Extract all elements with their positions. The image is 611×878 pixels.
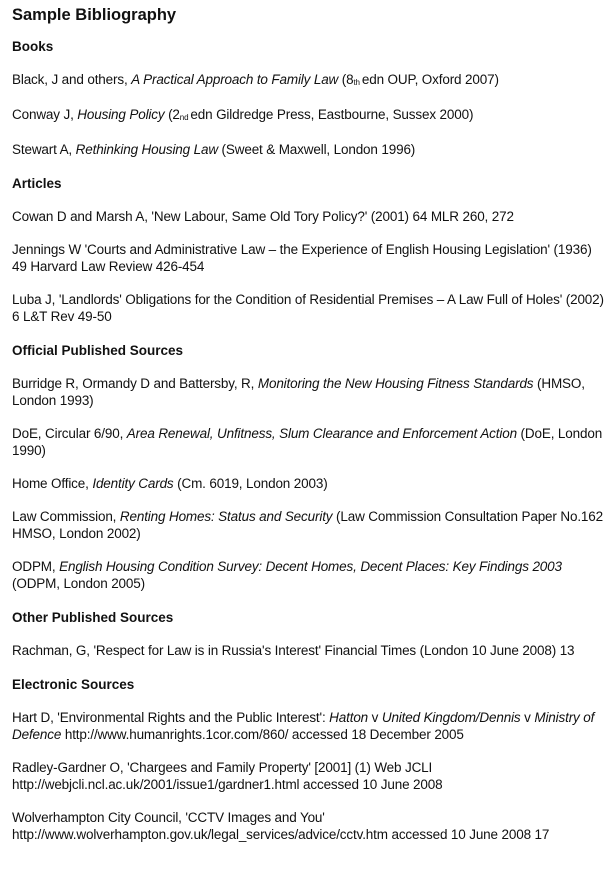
- entry-title-italic: Area Renewal, Unfitness, Slum Clearance and Enforcement Action: [126, 426, 517, 441]
- entry-text: (HMSO, London 1993): [12, 376, 585, 408]
- bibliography-entry: [12, 801, 607, 851]
- entry-text: (2: [164, 107, 180, 122]
- bibliography-entry: [12, 133, 607, 166]
- bibliography-entry: [12, 500, 607, 550]
- bibliography-entry: [12, 701, 607, 751]
- bibliography-entry: [12, 233, 607, 283]
- entry-text: (Cm. 6019, London 2003): [173, 476, 328, 491]
- bibliography-entry: [12, 63, 607, 98]
- entry-text: edn OUP, Oxford 2007): [361, 72, 499, 87]
- ordinal-suffix: th: [353, 78, 360, 87]
- entry-title-italic: Housing Policy: [77, 107, 165, 122]
- bibliography-entry: [12, 550, 607, 600]
- entry-title-italic: English Housing Condition Survey: Decent Homes, Decent Places: Key Findings 2003: [59, 559, 562, 574]
- entry-title-italic: Hatton: [329, 710, 369, 725]
- bibliography-entry: [12, 283, 607, 333]
- entry-text: Home Office,: [12, 476, 93, 491]
- entry-text: (ODPM, London 2005): [12, 576, 145, 591]
- section-heading: Books: [12, 39, 54, 54]
- entry-text: Luba J, 'Landlords' Obligations for the Condition of Residential Premises – A Law Full of Holes' (2002) 6 L&T Rev 49-50: [12, 292, 604, 324]
- bibliography-sections: [12, 28, 607, 851]
- entry-text: Wolverhampton City Council, 'CCTV Images and You' http://www.wolverhampton.gov.uk/legal_services/advice/cctv.htm accessed 10 June 2008 17: [12, 810, 550, 842]
- bibliography-entry: [12, 467, 607, 500]
- section-heading: Official Published Sources: [12, 343, 184, 358]
- entry-text: (DoE, London 1990): [12, 426, 603, 458]
- entry-text: v: [368, 710, 382, 725]
- entry-text: Stewart A,: [12, 142, 76, 157]
- bibliography-entry: [12, 367, 607, 417]
- entry-text: Law Commission,: [12, 509, 120, 524]
- entry-title-italic: Ministry of Defence: [12, 710, 595, 742]
- entry-text: (Law Commission Consultation Paper No.162 HMSO, London 2002): [12, 509, 603, 541]
- entry-title-italic: United Kingdom/Dennis: [381, 710, 521, 725]
- bibliography-entry: [12, 634, 607, 667]
- bibliography-entry: [12, 751, 607, 801]
- entry-text: (8: [338, 72, 354, 87]
- entry-text: Hart D, 'Environmental Rights and the Public Interest':: [12, 710, 330, 725]
- entry-text: Radley-Gardner O, 'Chargees and Family Property' [2001] (1) Web JCLI http://webjcli.ncl.ac.uk/2001/issue1/gardner1.html accessed 10 June 2008: [12, 760, 443, 792]
- entry-text: Cowan D and Marsh A, 'New Labour, Same Old Tory Policy?' (2001) 64 MLR 260, 272: [12, 209, 514, 224]
- entry-text: Jennings W 'Courts and Administrative Law – the Experience of English Housing Legislation' (1936) 49 Harvard Law Review 426-454: [12, 242, 592, 274]
- entry-text: Rachman, G, 'Respect for Law is in Russia's Interest' Financial Times (London 10 June 2008) 13: [12, 643, 575, 658]
- entry-text: Burridge R, Ormandy D and Battersby, R,: [12, 376, 258, 391]
- section-heading: Electronic Sources: [12, 677, 135, 692]
- entry-text: (Sweet & Maxwell, London 1996): [217, 142, 416, 157]
- bibliography-entry: [12, 98, 607, 133]
- section-heading: Articles: [12, 176, 62, 191]
- entry-text: DoE, Circular 6/90,: [12, 426, 127, 441]
- bibliography-entry: [12, 417, 607, 467]
- page-title: Sample Bibliography: [12, 6, 177, 24]
- entry-text: Conway J,: [12, 107, 78, 122]
- entry-text: v: [520, 710, 535, 725]
- entry-text: http://www.humanrights.1cor.com/860/ accessed 18 December 2005: [61, 727, 464, 742]
- entry-text: edn Gildredge Press, Eastbourne, Sussex 2000): [190, 107, 474, 122]
- ordinal-suffix: nd: [179, 113, 189, 122]
- section-heading: Other Published Sources: [12, 610, 174, 625]
- entry-title-italic: Monitoring the New Housing Fitness Standards: [257, 376, 534, 391]
- entry-text: ODPM,: [12, 559, 60, 574]
- entry-title-italic: A Practical Approach to Family Law: [131, 72, 339, 87]
- entry-text: Black, J and others,: [12, 72, 132, 87]
- entry-title-italic: Rethinking Housing Law: [75, 142, 218, 157]
- entry-title-italic: Identity Cards: [92, 476, 174, 491]
- bibliography-entry: [12, 200, 607, 233]
- entry-title-italic: Renting Homes: Status and Security: [119, 509, 333, 524]
